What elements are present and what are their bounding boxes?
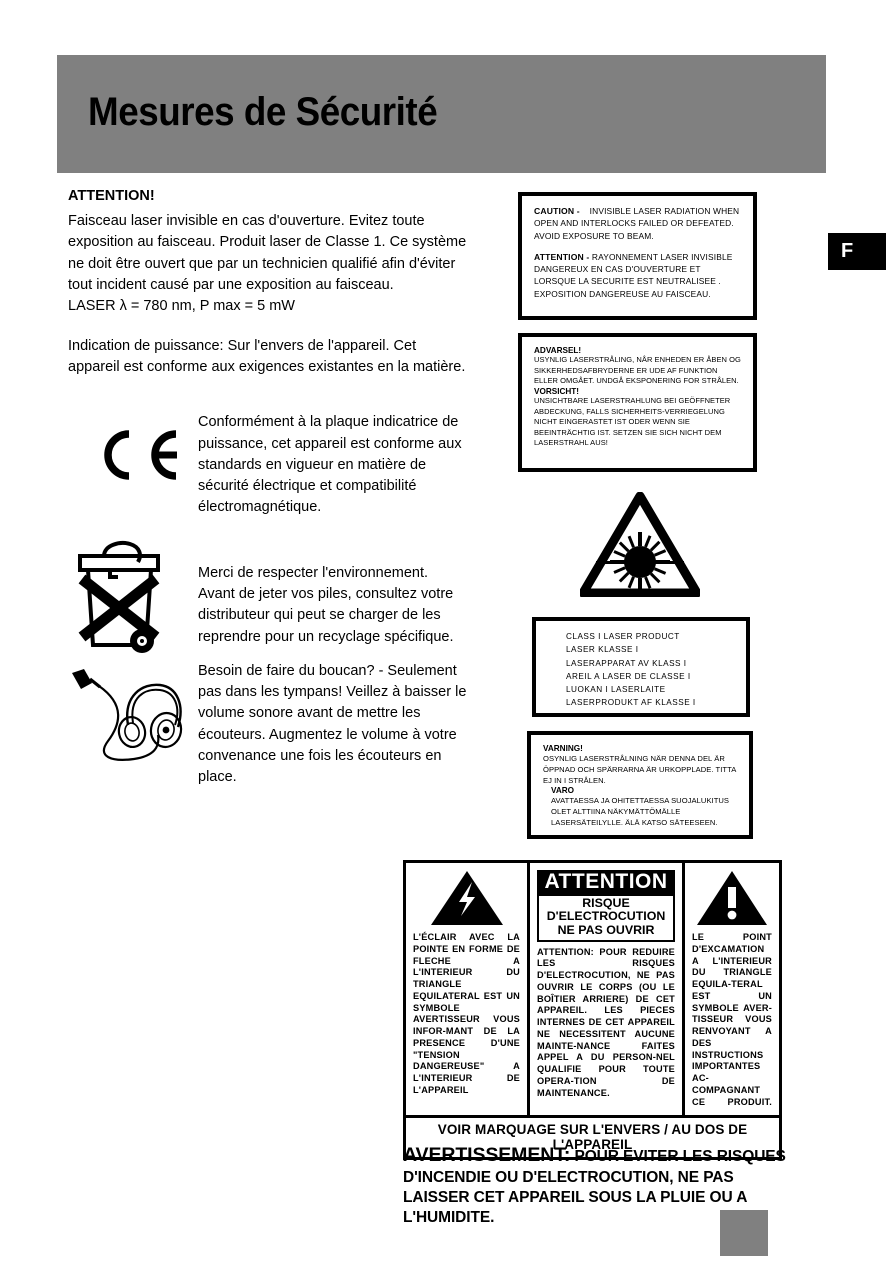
- lightning-bolt-triangle-icon: [429, 869, 505, 927]
- electrocution-column-left: [406, 863, 530, 1115]
- class-box-inner: [535, 620, 747, 714]
- language-tab: [828, 233, 886, 270]
- class-line: LASER KLASSE I: [566, 645, 639, 655]
- varning-label: VARNING!: [543, 744, 583, 753]
- attention-banner-sub-line2: NE PAS OUVRIR: [557, 922, 655, 937]
- caution-box-text-en: [534, 205, 741, 242]
- headphones-icon: [68, 667, 193, 775]
- electrocution-center-text: ATTENTION: POUR REDUIRE LES RISQUES D'ELECTROCUTION, NE PAS OUVRIR LE CORPS (OU LE BOÎTIER ARRIERE) DE CET APPAREIL. LES PIECES INTERNES DE CET APPAREIL NE NECESSITENT AUCUNE MAINTE-NANCE FAITES APPEL A DU PERSON-NEL QUALIFIE POUR TOUTE OPERA-TION DE MAINTENANCE.: [537, 946, 675, 1098]
- attention-banner: [537, 870, 675, 942]
- page-title: Mesures de Sécurité: [88, 90, 438, 134]
- ce-item-text: Conformément à la plaque indicatrice de puissance, cet appareil est conforme aux standards en vigueur en matière de sécurité électrique et compatibilité électromagnétique.: [198, 414, 462, 516]
- battery-recycle-item-text: Merci de respecter l'environnement. Avant de jeter vos piles, consultez votre distributeur qui peut se charger de les reprendre pour un recyclage spécifique.: [198, 564, 454, 645]
- caution-text-fr: RAYONNEMENT LASER INVISIBLE DANGEREUX EN CAS D'OUVERTURE ET LORSQUE LA SECURITE EST NEUTRALISEE . EXPOSITION DANGEREUSE AU FAISCEAU.: [534, 251, 733, 299]
- ce-mark-icon: [96, 426, 186, 484]
- exclamation-mark-triangle-icon: [695, 869, 769, 927]
- attention-banner-sub-line1: RISQUE D'ELECTROCUTION: [546, 895, 666, 924]
- class-box-lines: [548, 630, 734, 710]
- footer-gray-block: [720, 1210, 768, 1256]
- caution-label-en: CAUTION -: [534, 206, 580, 216]
- laser-spec-line: LASER λ = 780 nm, P max = 5 mW: [68, 298, 295, 315]
- avertissement-label: AVERTISSEMENT:: [403, 1144, 571, 1166]
- electrocution-warning-panel: [403, 860, 782, 1160]
- headphones-icon-container: [68, 667, 190, 780]
- power-indication-paragraph: Indication de puissance: Sur l'envers de l'appareil. Cet appareil est conforme aux exigences existantes en la matière.: [68, 337, 466, 375]
- class-line: CLASS I LASER PRODUCT: [566, 632, 680, 641]
- caution-text-en: INVISIBLE LASER RADIATION WHEN OPEN AND INTERLOCKS FAILED OR DEFEATED. AVOID EXPOSURE TO BEAM.: [534, 206, 740, 241]
- caution-laser-label-box: [518, 192, 757, 320]
- avertissement-text: POUR EVITER LES RISQUES D'INCENDIE OU D'ELECTROCUTION, NE PAS LAISSER CET APPAREIL SOUS LA PLUIE OU A L'HUMIDITE.: [403, 1148, 786, 1226]
- class-line: LASERPRODUKT AF KLASSE I: [566, 698, 696, 708]
- headphones-item-text: Besoin de faire du boucan? - Seulement pas dans les tympans! Veillez à baisser le volume sonore avant de mettre les écouteurs. Augmentez le volume à votre convenance une fois les écouteurs en place.: [198, 662, 467, 786]
- varo-label: VARO: [551, 786, 575, 795]
- lightning-icon-container: [413, 869, 520, 927]
- class-line: AREIL A LASER DE CLASSE I: [566, 671, 691, 681]
- class-line: LUOKAN I LASERLAITE: [566, 685, 666, 695]
- attention-banner-subtitle: [537, 896, 675, 942]
- paragraph-spacer: [68, 318, 468, 336]
- crossed-out-wheelie-bin-icon: [68, 537, 173, 659]
- voir-marquage-bar: VOIR MARQUAGE SUR L'ENVERS / AU DOS DE L'APPAREIL: [406, 1115, 779, 1157]
- caution-box-inner: [521, 195, 754, 317]
- caution-label-fr: ATTENTION -: [534, 251, 590, 262]
- attention-banner-title: ATTENTION: [537, 870, 675, 896]
- electrocution-columns: [406, 863, 779, 1115]
- electrocution-column-center: [530, 863, 685, 1115]
- class-1-laser-product-box: [532, 617, 750, 717]
- vorsicht-text: UNSICHTBARE LASERSTRAHLUNG BEI GEÖFFNETER ABDECKUNG, FALLS SICHERHEITS-VERRIEGELUNG NICHT EINGERASTET IST ODER WENN SIE BEEINTRÄCHTIG IST. SETZEN SIE SICH NICHT DEM LASERSTRAHL AUS!: [534, 395, 731, 448]
- ce-item-row: [68, 412, 468, 519]
- vorsicht-label: VORSICHT!: [534, 386, 580, 396]
- laser-radiation-triangle-icon: [580, 492, 700, 597]
- varning-text: OSYNLIG LASERSTRÅLNING NÄR DENNA DEL ÄR ÖPPNAD OCH SPÄRRARNA ÄR URKOPPLADE. TITTA EJ IN I STRÅLEN.: [543, 754, 736, 785]
- caution-box-text-fr: [534, 251, 741, 300]
- caution-box-spacer: [534, 242, 741, 251]
- electrocution-right-text: LE POINT D'EXCAMATION A L'INTERIEUR DU TRIANGLE EQUILA-TERAL EST UN SYMBOLE AVER-TISSEUR VOUS RENVOYANT A DES INSTRUCTIONS IMPORTANTES AC-COMPAGNANT CE PRODUIT.: [692, 932, 772, 1107]
- bin-icon-container: [68, 537, 190, 664]
- electrocution-column-right: [685, 863, 779, 1115]
- class-line: LASERAPPARAT AV KLASS I: [566, 658, 687, 668]
- advarsel-box-inner: [521, 336, 754, 469]
- varo-text: AVATTAESSA JA OHITETTAESSA SUOJALUKITUS OLET ALTTIINA NÄKYMÄTTÖMÄLLE LASERSÄTEILYLLE. ÄLÄ KATSO SÄTEESEEN.: [551, 796, 730, 827]
- language-tab-label: F: [841, 240, 854, 262]
- left-column: [68, 188, 468, 789]
- advarsel-vorsicht-label-box: [518, 333, 757, 472]
- battery-recycle-item-row: [68, 533, 468, 653]
- advarsel-label: ADVARSEL!: [534, 346, 582, 355]
- electrocution-left-text: L'ÉCLAIR AVEC LA POINTE EN FORME DE FLECHE A L'INTERIEUR DU TRIANGLE EQUILATERAL EST UN SYMBOLE AVERTISSEUR VOUS INFOR-MANT DE LA PRESENCE D'UNE "TENSION DANGEREUSE" A L'INTERIEUR DE L'APPAREIL: [413, 932, 520, 1095]
- exclamation-icon-container: [692, 869, 772, 927]
- laser-warning-paragraph: Faisceau laser invisible en cas d'ouverture. Evitez toute exposition au faisceau. Produit laser de Classe 1. Ce système ne doit être ouvert que par un technicien qualifié afin d'éviter tout incident causé par une exposition au faisceau.: [68, 213, 467, 293]
- varning-box-inner: [530, 734, 750, 836]
- attention-heading: ATTENTION!: [68, 188, 155, 204]
- ce-icon-container: [68, 412, 190, 489]
- headphones-item-row: [68, 659, 468, 789]
- varning-varo-label-box: [527, 731, 753, 839]
- advarsel-text: USYNLIG LASERSTRÅLING, NÅR ENHEDEN ER ÅBEN OG SIKKERHEDSAFBRYDERNE ER UDE AF FUNKTION ELLER OMGÅET. UNDGÅ EKSPONERING FOR STRÅLEN.: [534, 355, 741, 386]
